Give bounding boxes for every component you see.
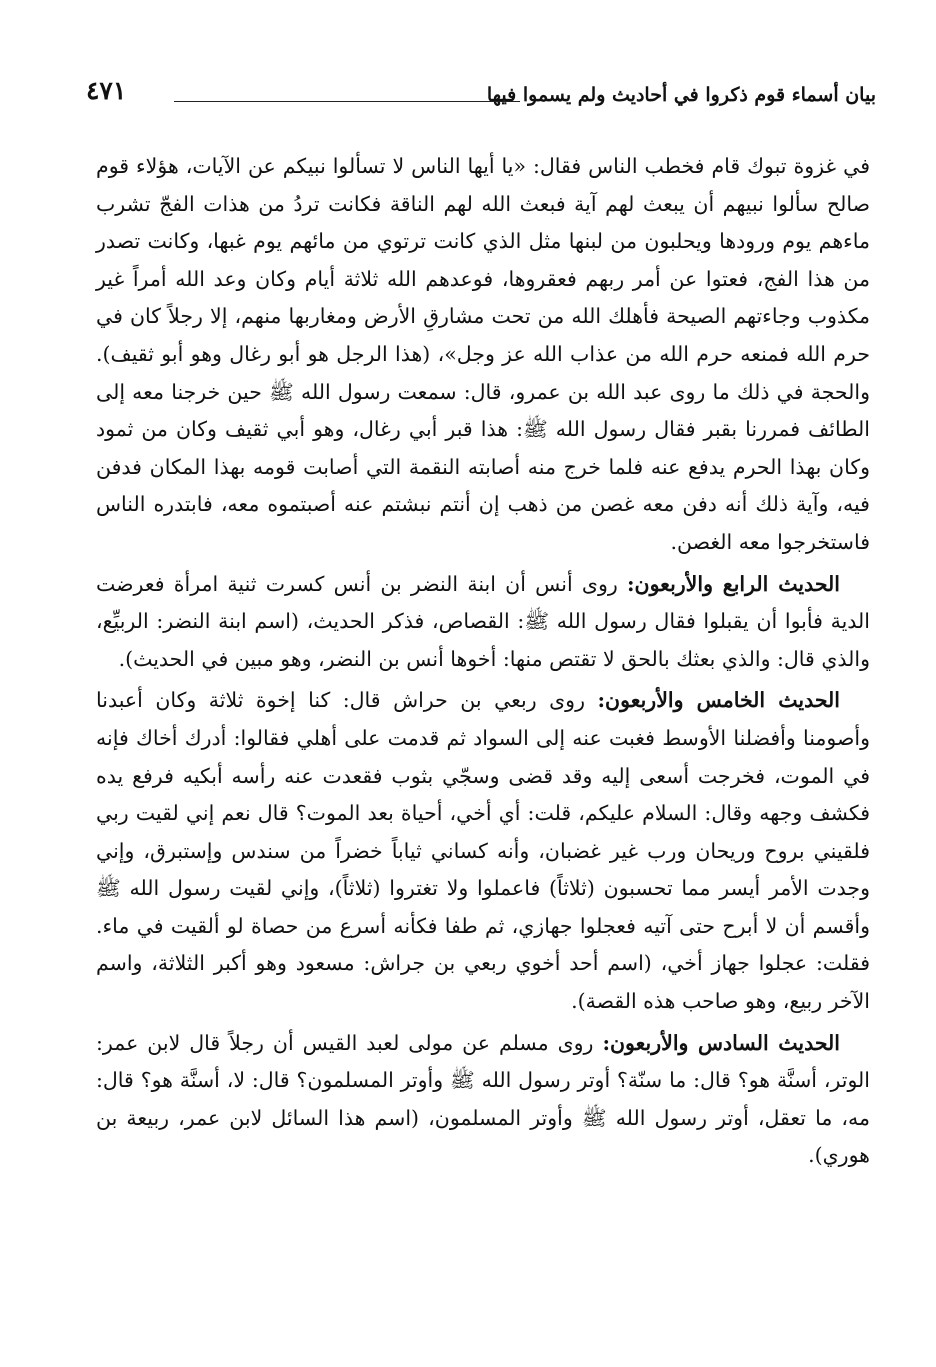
running-title: بيان أسماء قوم ذكروا في أحاديث ولم يسموا فيها: [486, 84, 876, 106]
paragraph-text: روى أنس أن ابنة النضر بن أنس كسرت ثنية امرأة فعرضت الدية فأبوا أن يقبلوا فقال رسول الله ﷺ: القصاص، فذكر الحديث، (اسم ابنة النضر: الربيِّع، والذي قال: والذي بعثك بالحق لا تقتص منها: أخوها أنس بن النضر، وهو مبين في الحديث).: [96, 571, 870, 671]
header-rule: [174, 101, 520, 102]
hadith-heading: الحديث الرابع والأربعون:: [626, 571, 840, 596]
hadith-paragraph-44: [96, 566, 870, 679]
hadith-heading: الحديث السادس والأربعون:: [602, 1030, 841, 1055]
page-body: [96, 148, 870, 1179]
hadith-heading: الحديث الخامس والأربعون:: [597, 688, 841, 713]
page-header: [86, 74, 876, 120]
paragraph-continuation: [96, 148, 870, 562]
paragraph-text: في غزوة تبوك قام فخطب الناس فقال: «يا أيها الناس لا تسألوا نبيكم عن الآيات، هؤلاء قوم صالح سألوا نبيهم أن يبعث لهم آية فبعث الله لهم الناقة فكانت تردُ من هذات الفجّ تشرب ماءهم يوم ورودها ويحلبون من لبنها مثل الذي كانت ترتوي من مائهم يوم غبها، وكانت تصدر من هذا الفج، فعتوا عن أمر ربهم فعقروها، فوعدهم الله ثلاثة أيام وكان وعد الله أمراً غير مكذوب وجاءتهم الصيحة فأهلك الله من تحت مشارقِ الأرض ومغاربها منهم، إلا رجلاً كان في حرم الله فمنعه حرم الله من عذاب الله عز وجل»، (هذا الرجل هو أبو رغال وهو أبو ثقيف). والحجة في ذلك ما روى عبد الله بن عمرو، قال: سمعت رسول الله ﷺ حين خرجنا معه إلى الطائف فمررنا بقبر فقال رسول الله ﷺ: هذا قبر أبي رغال، وهو أبي ثقيف وكان من ثمود وكان بهذا الحرم يدفع عنه فلما خرج منه أصابته النقمة التي أصابت قومه بهذا المكان فدفن فيه، وآية ذلك أنه دفن معه غصن من ذهب إن أنتم نبشتم عنه أصبتموه معه، فابتدره الناس فاستخرجوا معه الغصن.: [96, 154, 870, 554]
hadith-paragraph-46: [96, 1025, 870, 1175]
hadith-paragraph-45: [96, 682, 870, 1020]
page-number: ٤٧١: [86, 76, 127, 105]
paragraph-text: روى ربعي بن حراش قال: كنا إخوة ثلاثة وكان أعبدنا وأصومنا وأفضلنا الأوسط فغبت عنه إلى السواد ثم قدمت على أهلي فقالوا: أدرك أخاك فإنه في الموت، فخرجت أسعى إليه وقد قضى وسجّي بثوب فقعدت عنه رأسه أبكيه فرفع يده فكشف وجهه وقال: السلام عليكم، قلت: أي أخي، أحياة بعد الموت؟ قال نعم إني لقيت ربي فلقيني بروح وريحان ورب غير غضبان، وأنه كساني ثياباً خضراً من سندس وإستبرق، وإني وجدت الأمر أيسر مما تحسبون (ثلاثاً) فاعملوا ولا تغتروا (ثلاثاً)، وإني لقيت رسول الله ﷺ وأقسم أن لا أبرح حتى آتيه فعجلوا جهازي، ثم طفا فكأنه أسرع من حصاة لو ألقيت في ماء. فقلت: عجلوا جهاز أخي، (اسم أحد أخوي ربعي بن جراش: مسعود وهو أكبر الثلاثة، واسم الآخر ربيع، وهو صاحب هذه القصة).: [96, 688, 870, 1014]
paragraph-text: روى مسلم عن مولى لعبد القيس أن رجلاً قال لابن عمر: الوتر، أسنَّة هو؟ قال: ما سنّة؟ أوتر رسول الله ﷺ وأوتر المسلمون؟ قال: لا، أسنَّة هو؟ قال: مه، ما تعقل، أوتر رسول الله ﷺ وأوتر المسلمون، (اسم هذا السائل لابن عمر، ربيعة بن هوري).: [96, 1030, 870, 1168]
